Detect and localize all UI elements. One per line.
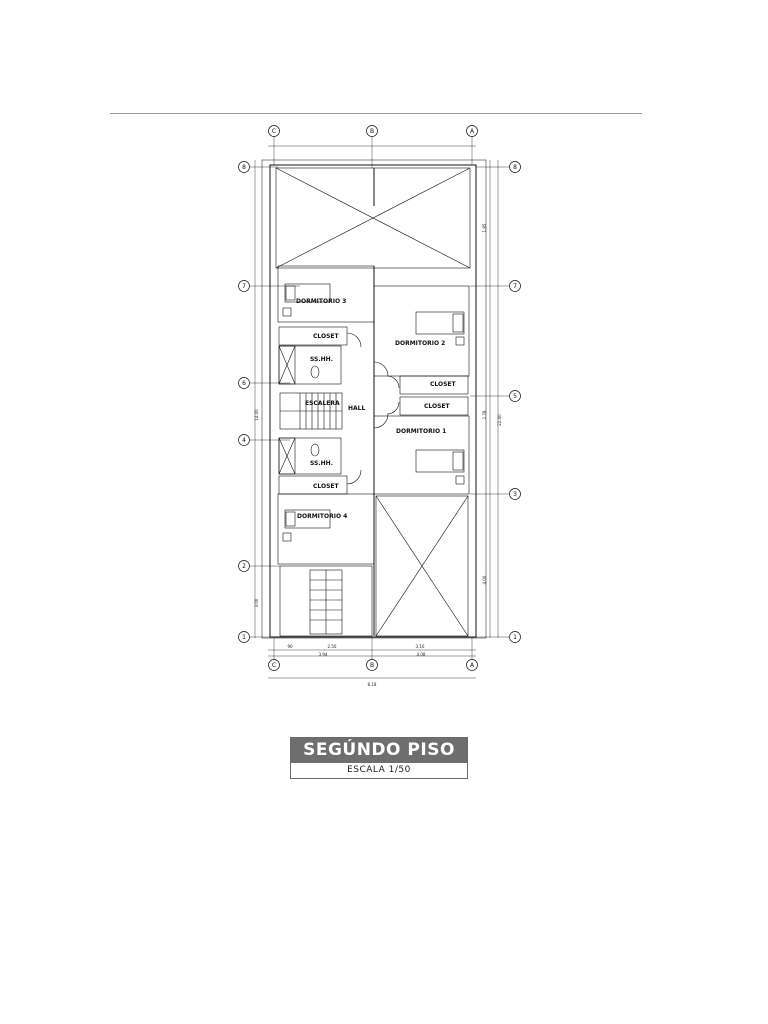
axis-top-b: B <box>369 128 375 135</box>
dim-right-1: 1.85 <box>482 223 487 233</box>
axis-top-c: C <box>271 128 277 135</box>
dim-left-2: 3.00 <box>254 598 259 608</box>
dim-right-3: 4.00 <box>482 575 487 585</box>
dim-bottom-total: 8.18 <box>367 682 377 687</box>
axis-left-1: 1 <box>242 634 246 641</box>
axis-right-3: 3 <box>513 491 517 498</box>
axis-bottom-b: B <box>369 662 375 669</box>
axis-bottom-c: C <box>271 662 277 669</box>
label-closet-upper-left: CLOSET <box>313 333 339 340</box>
plan-title: SEGÚNDO PISO <box>291 738 467 763</box>
dim-bottom-2: 2.50 <box>327 644 337 649</box>
axis-left-4: 4 <box>242 437 246 444</box>
axis-left-8: 8 <box>242 164 246 171</box>
title-block <box>290 737 468 779</box>
label-dormitorio-1: DORMITORIO 1 <box>396 428 447 435</box>
label-closet-right-top: CLOSET <box>430 381 456 388</box>
label-dormitorio-3: DORMITORIO 3 <box>296 298 347 305</box>
dim-left-1: 14.00 <box>254 409 259 421</box>
label-sshh-top: SS.HH. <box>310 356 333 363</box>
axis-bottom-a: A <box>469 662 475 669</box>
dim-right-2: 2.78 <box>482 410 487 420</box>
axis-right-8: 8 <box>513 164 517 171</box>
axis-left-7: 7 <box>242 283 246 290</box>
dim-bottom-4: 3.94 <box>318 652 328 657</box>
label-dormitorio-2: DORMITORIO 2 <box>395 340 446 347</box>
label-escalera: ESCALERA <box>305 400 340 407</box>
axis-right-5: 5 <box>513 393 517 400</box>
label-dormitorio-4: DORMITORIO 4 <box>297 513 348 520</box>
axis-left-2: 2 <box>242 563 246 570</box>
plan-scale: ESCALA 1/50 <box>347 765 411 775</box>
axis-right-1: 1 <box>513 634 517 641</box>
label-sshh-bottom: SS.HH. <box>310 460 333 467</box>
dim-bottom-1: 90 <box>287 644 293 649</box>
axis-top-a: A <box>469 128 475 135</box>
axis-right-7: 7 <box>513 283 517 290</box>
axis-left-6: 6 <box>242 380 246 387</box>
label-closet-right-bottom: CLOSET <box>424 403 450 410</box>
label-hall: HALL <box>348 405 366 412</box>
dim-bottom-5: 4.08 <box>416 652 426 657</box>
dim-right-total: 22.00 <box>497 414 502 426</box>
label-closet-lower-left: CLOSET <box>313 483 339 490</box>
dim-bottom-3: 3.10 <box>415 644 425 649</box>
